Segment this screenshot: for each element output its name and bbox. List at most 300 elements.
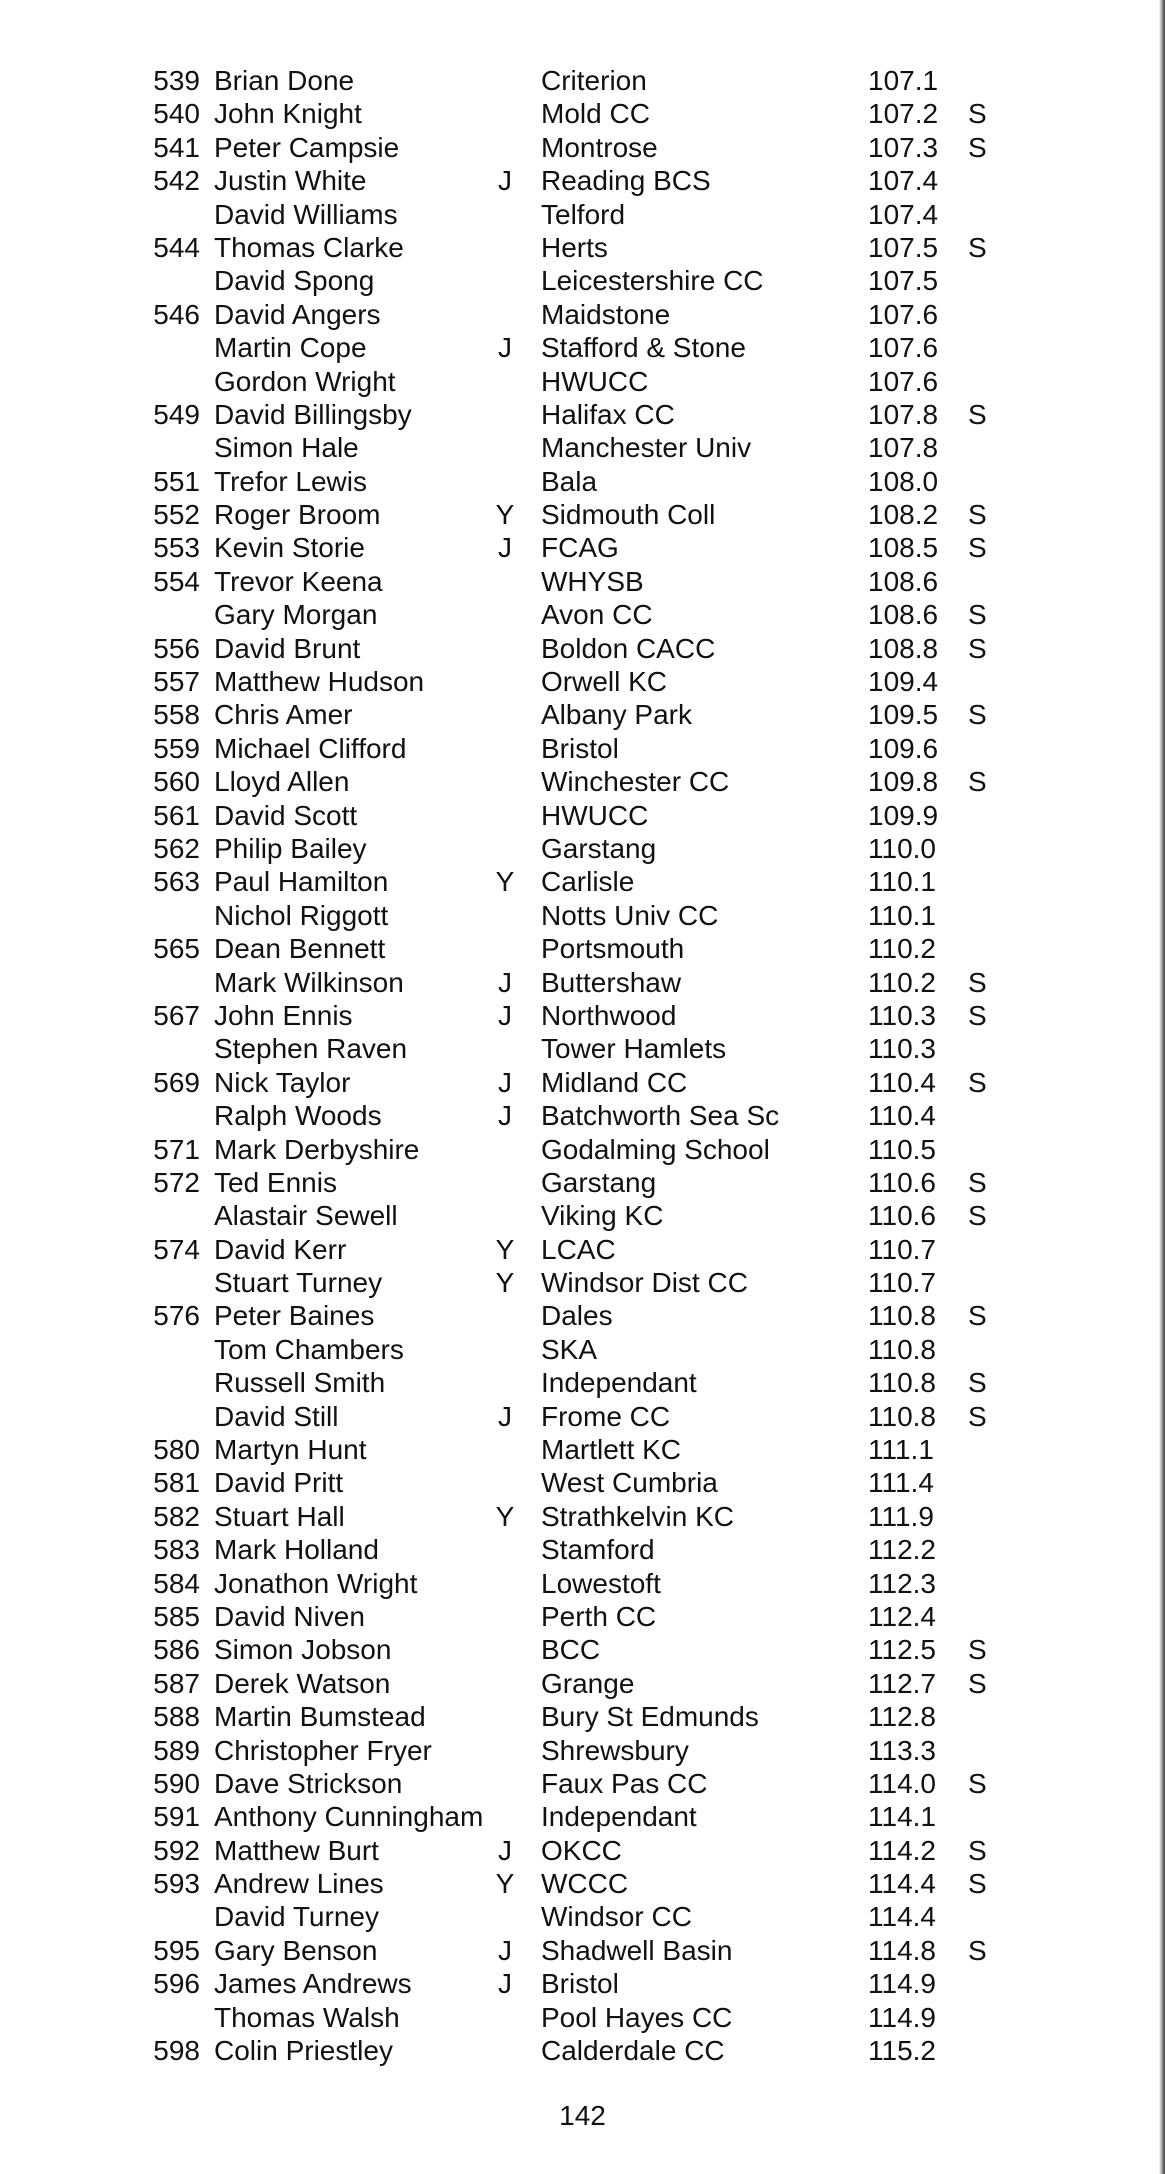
- competitor-name: David Scott: [214, 799, 358, 831]
- club-name: SKA: [541, 1333, 598, 1365]
- position-number: 539: [153, 65, 200, 96]
- status-flag: S: [968, 999, 987, 1031]
- position-number: 585: [153, 1600, 200, 1632]
- category-code: Y: [495, 866, 515, 898]
- club-name: Frome CC: [541, 1400, 671, 1432]
- status-flag: S: [968, 1667, 987, 1699]
- finish-time: 110.8: [868, 1300, 936, 1332]
- competitor-name: David Turney: [214, 1901, 379, 1933]
- competitor-name: Philip Bailey: [214, 832, 367, 864]
- finish-time: 108.8: [868, 632, 939, 664]
- club-name: Garstang: [541, 832, 657, 864]
- table-row: [0, 2034, 1165, 2067]
- competitor-name: Michael Clifford: [214, 732, 407, 764]
- status-flag: S: [968, 1300, 987, 1332]
- competitor-name: David Spong: [214, 265, 375, 297]
- club-name: FCAG: [541, 532, 619, 564]
- table-row: [0, 1533, 1165, 1566]
- finish-time: 110.1: [868, 899, 936, 931]
- finish-time: 110.4: [868, 1100, 936, 1132]
- position-number: 571: [153, 1133, 200, 1165]
- table-row: [0, 1767, 1165, 1800]
- table-row: [0, 698, 1165, 731]
- club-name: Criterion: [541, 65, 647, 96]
- club-name: Viking KC: [541, 1200, 664, 1232]
- competitor-name: Mark Derbyshire: [214, 1133, 420, 1165]
- finish-time: 110.5: [868, 1133, 936, 1165]
- table-row: [0, 1734, 1165, 1767]
- category-code: J: [498, 999, 512, 1031]
- status-flag: S: [968, 499, 987, 531]
- finish-time: 110.2: [868, 933, 936, 965]
- finish-time: 107.2: [868, 98, 939, 130]
- position-number: 588: [153, 1701, 200, 1733]
- table-row: [0, 1967, 1165, 2000]
- competitor-name: Alastair Sewell: [214, 1200, 398, 1232]
- position-number: 549: [153, 398, 200, 430]
- finish-time: 110.6: [868, 1200, 936, 1232]
- finish-time: 110.7: [868, 1267, 936, 1299]
- competitor-name: Derek Watson: [214, 1667, 391, 1699]
- club-name: HWUCC: [541, 365, 649, 397]
- finish-time: 114.0: [868, 1767, 936, 1799]
- club-name: Independant: [541, 1801, 697, 1833]
- position-number: 580: [153, 1434, 200, 1466]
- position-number: 553: [153, 532, 200, 564]
- position-number: 561: [153, 799, 200, 831]
- category-code: J: [498, 1968, 512, 2000]
- competitor-name: David Williams: [214, 198, 398, 230]
- competitor-name: Gordon Wright: [214, 365, 396, 397]
- table-row: [0, 1934, 1165, 1967]
- position-number: 569: [153, 1066, 200, 1098]
- table-row: [0, 1633, 1165, 1666]
- table-row: [0, 1567, 1165, 1600]
- club-name: Faux Pas CC: [541, 1767, 708, 1799]
- competitor-name: Colin Priestley: [214, 2035, 393, 2067]
- table-row: [0, 1700, 1165, 1733]
- table-row: [0, 1400, 1165, 1433]
- category-code: Y: [495, 1233, 515, 1265]
- table-row: [0, 1333, 1165, 1366]
- table-row: [0, 1800, 1165, 1833]
- position-number: 591: [153, 1801, 200, 1833]
- status-flag: S: [968, 1367, 987, 1399]
- club-name: HWUCC: [541, 799, 649, 831]
- position-number: 567: [153, 999, 200, 1031]
- table-row: [0, 632, 1165, 665]
- finish-time: 112.2: [868, 1534, 936, 1566]
- position-number: 565: [153, 933, 200, 965]
- status-flag: S: [968, 532, 987, 564]
- finish-time: 109.9: [868, 799, 939, 831]
- status-flag: S: [968, 1767, 987, 1799]
- finish-time: 109.5: [868, 699, 939, 731]
- table-row: [0, 1433, 1165, 1466]
- competitor-name: Christopher Fryer: [214, 1734, 432, 1766]
- position-number: 546: [153, 298, 200, 330]
- status-flag: S: [968, 1400, 987, 1432]
- status-flag: S: [968, 1166, 987, 1198]
- table-row: [0, 231, 1165, 264]
- position-number: 574: [153, 1233, 200, 1265]
- competitor-name: Tom Chambers: [214, 1333, 404, 1365]
- finish-time: 107.4: [868, 165, 939, 197]
- club-name: Dales: [541, 1300, 613, 1332]
- competitor-name: John Ennis: [214, 999, 353, 1031]
- club-name: Lowestoft: [541, 1567, 661, 1599]
- competitor-name: Dean Bennett: [214, 933, 386, 965]
- position-number: 540: [153, 98, 200, 130]
- table-row: [0, 665, 1165, 698]
- finish-time: 111.1: [868, 1434, 934, 1466]
- finish-time: 114.8: [868, 1934, 936, 1966]
- competitor-name: Ralph Woods: [214, 1100, 382, 1132]
- position-number: 562: [153, 832, 200, 864]
- table-row: [0, 264, 1165, 297]
- competitor-name: Gary Morgan: [214, 599, 378, 631]
- table-row: [0, 1900, 1165, 1933]
- competitor-name: Simon Jobson: [214, 1634, 392, 1666]
- position-number: 572: [153, 1166, 200, 1198]
- table-row: [0, 298, 1165, 331]
- club-name: Avon CC: [541, 599, 653, 631]
- table-row: [0, 1667, 1165, 1700]
- status-flag: S: [968, 98, 987, 130]
- status-flag: S: [968, 1066, 987, 1098]
- position-number: 563: [153, 866, 200, 898]
- table-row: [0, 2001, 1165, 2034]
- competitor-name: Mark Wilkinson: [214, 966, 404, 998]
- category-code: J: [498, 1834, 512, 1866]
- table-row: [0, 198, 1165, 231]
- club-name: Shadwell Basin: [541, 1934, 733, 1966]
- table-row: [0, 732, 1165, 765]
- finish-time: 109.6: [868, 732, 939, 764]
- club-name: Telford: [541, 198, 626, 230]
- finish-time: 107.6: [868, 365, 939, 397]
- position-number: 587: [153, 1667, 200, 1699]
- club-name: Pool Hayes CC: [541, 2001, 733, 2033]
- table-row: [0, 1299, 1165, 1332]
- club-name: Windsor CC: [541, 1901, 692, 1933]
- category-code: J: [498, 966, 512, 998]
- club-name: Calderdale CC: [541, 2035, 725, 2067]
- position-number: 581: [153, 1467, 200, 1499]
- position-number: 560: [153, 766, 200, 798]
- table-row: [0, 1366, 1165, 1399]
- finish-time: 111.9: [868, 1500, 934, 1532]
- club-name: Grange: [541, 1667, 635, 1699]
- page-number: 142: [559, 2100, 606, 2131]
- finish-time: 107.1: [868, 65, 939, 96]
- position-number: 583: [153, 1534, 200, 1566]
- category-code: J: [498, 332, 512, 364]
- competitor-name: Trevor Keena: [214, 565, 383, 597]
- table-row: [0, 1500, 1165, 1533]
- competitor-name: Anthony Cunningham: [214, 1801, 484, 1833]
- position-number: 557: [153, 666, 200, 698]
- competitor-name: David Brunt: [214, 632, 361, 664]
- competitor-name: James Andrews: [214, 1968, 412, 2000]
- club-name: Garstang: [541, 1166, 657, 1198]
- status-flag: S: [968, 398, 987, 430]
- table-row: [0, 565, 1165, 598]
- finish-time: 114.2: [868, 1834, 936, 1866]
- competitor-name: Kevin Storie: [214, 532, 365, 564]
- finish-time: 109.8: [868, 766, 939, 798]
- finish-time: 108.5: [868, 532, 939, 564]
- club-name: Shrewsbury: [541, 1734, 689, 1766]
- competitor-name: Stuart Turney: [214, 1267, 383, 1299]
- table-row: [0, 97, 1165, 130]
- category-code: Y: [495, 1868, 515, 1900]
- finish-time: 110.2: [868, 966, 936, 998]
- competitor-name: David Still: [214, 1400, 339, 1432]
- category-code: J: [498, 1066, 512, 1098]
- competitor-name: David Niven: [214, 1600, 365, 1632]
- competitor-name: David Angers: [214, 298, 381, 330]
- competitor-name: Chris Amer: [214, 699, 353, 731]
- status-flag: S: [968, 1934, 987, 1966]
- finish-time: 110.8: [868, 1367, 936, 1399]
- finish-time: 110.8: [868, 1333, 936, 1365]
- club-name: Bury St Edmunds: [541, 1701, 759, 1733]
- finish-time: 107.4: [868, 198, 939, 230]
- club-name: Bristol: [541, 732, 619, 764]
- position-number: 558: [153, 699, 200, 731]
- club-name: Batchworth Sea Sc: [541, 1100, 780, 1132]
- finish-time: 112.4: [868, 1600, 936, 1632]
- finish-time: 114.4: [868, 1901, 936, 1933]
- position-number: 590: [153, 1767, 200, 1799]
- club-name: Bala: [541, 465, 598, 497]
- finish-time: 110.3: [868, 999, 936, 1031]
- table-row: [0, 1266, 1165, 1299]
- finish-time: 111.4: [868, 1467, 934, 1499]
- finish-time: 115.2: [868, 2035, 936, 2067]
- position-number: 598: [153, 2035, 200, 2067]
- status-flag: S: [968, 699, 987, 731]
- club-name: Orwell KC: [541, 666, 668, 698]
- competitor-name: Ted Ennis: [214, 1166, 337, 1198]
- table-row: [0, 1233, 1165, 1266]
- competitor-name: Peter Campsie: [214, 131, 400, 163]
- table-row: [0, 331, 1165, 364]
- finish-time: 109.4: [868, 666, 939, 698]
- club-name: Carlisle: [541, 866, 635, 898]
- position-number: 582: [153, 1500, 200, 1532]
- category-code: J: [498, 165, 512, 197]
- table-row: [0, 531, 1165, 564]
- position-number: 559: [153, 732, 200, 764]
- finish-time: 107.3: [868, 131, 939, 163]
- table-row: [0, 64, 1165, 97]
- competitor-name: John Knight: [214, 98, 362, 130]
- competitor-name: Brian Done: [214, 65, 355, 96]
- table-row: [0, 1032, 1165, 1065]
- finish-time: 112.7: [868, 1667, 936, 1699]
- category-code: J: [498, 1400, 512, 1432]
- position-number: 584: [153, 1567, 200, 1599]
- table-row: [0, 431, 1165, 464]
- competitor-name: Roger Broom: [214, 499, 381, 531]
- club-name: Bristol: [541, 1968, 619, 2000]
- club-name: Notts Univ CC: [541, 899, 719, 931]
- finish-time: 112.8: [868, 1701, 936, 1733]
- club-name: Perth CC: [541, 1600, 657, 1632]
- position-number: 595: [153, 1934, 200, 1966]
- status-flag: S: [968, 1634, 987, 1666]
- finish-time: 108.6: [868, 599, 939, 631]
- finish-time: 113.3: [868, 1734, 936, 1766]
- position-number: 586: [153, 1634, 200, 1666]
- competitor-name: Mark Holland: [214, 1534, 379, 1566]
- competitor-name: Martin Bumstead: [214, 1701, 426, 1733]
- club-name: OKCC: [541, 1834, 622, 1866]
- competitor-name: Gary Benson: [214, 1934, 378, 1966]
- competitor-name: Matthew Burt: [214, 1834, 379, 1866]
- table-row: [0, 1600, 1165, 1633]
- finish-time: 110.3: [868, 1033, 936, 1065]
- table-row: [0, 1066, 1165, 1099]
- club-name: Martlett KC: [541, 1434, 682, 1466]
- category-code: J: [498, 1934, 512, 1966]
- club-name: Midland CC: [541, 1066, 688, 1098]
- competitor-name: Martyn Hunt: [214, 1434, 367, 1466]
- status-flag: S: [968, 1868, 987, 1900]
- finish-time: 112.5: [868, 1634, 936, 1666]
- finish-time: 107.6: [868, 298, 939, 330]
- club-name: Mold CC: [541, 98, 650, 130]
- table-row: [0, 832, 1165, 865]
- finish-time: 114.4: [868, 1868, 936, 1900]
- position-number: 554: [153, 565, 200, 597]
- finish-time: 108.0: [868, 465, 939, 497]
- competitor-name: Lloyd Allen: [214, 766, 350, 798]
- table-row: [0, 131, 1165, 164]
- status-flag: S: [968, 231, 987, 263]
- finish-time: 107.8: [868, 398, 939, 430]
- finish-time: 108.6: [868, 565, 939, 597]
- club-name: LCAC: [541, 1233, 616, 1265]
- results-table: [0, 64, 1165, 2067]
- club-name: Leicestershire CC: [541, 265, 764, 297]
- finish-time: 110.0: [868, 832, 936, 864]
- finish-time: 107.8: [868, 432, 939, 464]
- finish-time: 110.8: [868, 1400, 936, 1432]
- club-name: Winchester CC: [541, 766, 730, 798]
- club-name: Stamford: [541, 1534, 655, 1566]
- competitor-name: Jonathon Wright: [214, 1567, 418, 1599]
- table-row: [0, 398, 1165, 431]
- table-row: [0, 865, 1165, 898]
- position-number: 593: [153, 1868, 200, 1900]
- competitor-name: David Billingsby: [214, 398, 412, 430]
- status-flag: S: [968, 1200, 987, 1232]
- category-code: Y: [495, 1267, 515, 1299]
- competitor-name: Justin White: [214, 165, 367, 197]
- competitor-name: Simon Hale: [214, 432, 359, 464]
- table-row: [0, 1466, 1165, 1499]
- table-row: [0, 1133, 1165, 1166]
- status-flag: S: [968, 766, 987, 798]
- position-number: 541: [153, 131, 200, 163]
- table-row: [0, 598, 1165, 631]
- competitor-name: Stephen Raven: [214, 1033, 408, 1065]
- finish-time: 107.5: [868, 231, 939, 263]
- status-flag: S: [968, 1834, 987, 1866]
- club-name: Boldon CACC: [541, 632, 716, 664]
- status-flag: S: [968, 966, 987, 998]
- club-name: Reading BCS: [541, 165, 711, 197]
- competitor-name: David Pritt: [214, 1467, 344, 1499]
- competitor-name: Russell Smith: [214, 1367, 386, 1399]
- competitor-name: Nichol Riggott: [214, 899, 389, 931]
- finish-time: 110.7: [868, 1233, 936, 1265]
- finish-time: 110.6: [868, 1166, 936, 1198]
- club-name: Windsor Dist CC: [541, 1267, 748, 1299]
- club-name: BCC: [541, 1634, 601, 1666]
- finish-time: 110.1: [868, 866, 936, 898]
- competitor-name: Dave Strickson: [214, 1767, 403, 1799]
- category-code: Y: [495, 499, 515, 531]
- club-name: WHYSB: [541, 565, 644, 597]
- finish-time: 110.4: [868, 1066, 936, 1098]
- table-row: [0, 498, 1165, 531]
- club-name: Stafford & Stone: [541, 332, 746, 364]
- competitor-name: Peter Baines: [214, 1300, 375, 1332]
- finish-time: 107.5: [868, 265, 939, 297]
- table-row: [0, 932, 1165, 965]
- club-name: Sidmouth Coll: [541, 499, 716, 531]
- table-row: [0, 966, 1165, 999]
- club-name: Maidstone: [541, 298, 671, 330]
- table-row: [0, 765, 1165, 798]
- table-row: [0, 899, 1165, 932]
- club-name: Strathkelvin KC: [541, 1500, 734, 1532]
- finish-time: 114.1: [868, 1801, 936, 1833]
- finish-time: 112.3: [868, 1567, 936, 1599]
- position-number: 542: [153, 165, 200, 197]
- club-name: Manchester Univ: [541, 432, 752, 464]
- finish-time: 107.6: [868, 332, 939, 364]
- club-name: West Cumbria: [541, 1467, 718, 1499]
- competitor-name: Trefor Lewis: [214, 465, 368, 497]
- status-flag: S: [968, 632, 987, 664]
- competitor-name: Thomas Walsh: [214, 2001, 400, 2033]
- club-name: Northwood: [541, 999, 677, 1031]
- competitor-name: Stuart Hall: [214, 1500, 345, 1532]
- table-row: [0, 1099, 1165, 1132]
- position-number: 596: [153, 1968, 200, 2000]
- competitor-name: David Kerr: [214, 1233, 347, 1265]
- table-row: [0, 999, 1165, 1032]
- club-name: Herts: [541, 231, 608, 263]
- club-name: Godalming School: [541, 1133, 770, 1165]
- position-number: 592: [153, 1834, 200, 1866]
- club-name: Portsmouth: [541, 933, 685, 965]
- competitor-name: Nick Taylor: [214, 1066, 351, 1098]
- club-name: Independant: [541, 1367, 697, 1399]
- competitor-name: Andrew Lines: [214, 1868, 384, 1900]
- category-code: J: [498, 532, 512, 564]
- competitor-name: Matthew Hudson: [214, 666, 425, 698]
- competitor-name: Paul Hamilton: [214, 866, 389, 898]
- position-number: 576: [153, 1300, 200, 1332]
- table-row: [0, 1867, 1165, 1900]
- status-flag: S: [968, 599, 987, 631]
